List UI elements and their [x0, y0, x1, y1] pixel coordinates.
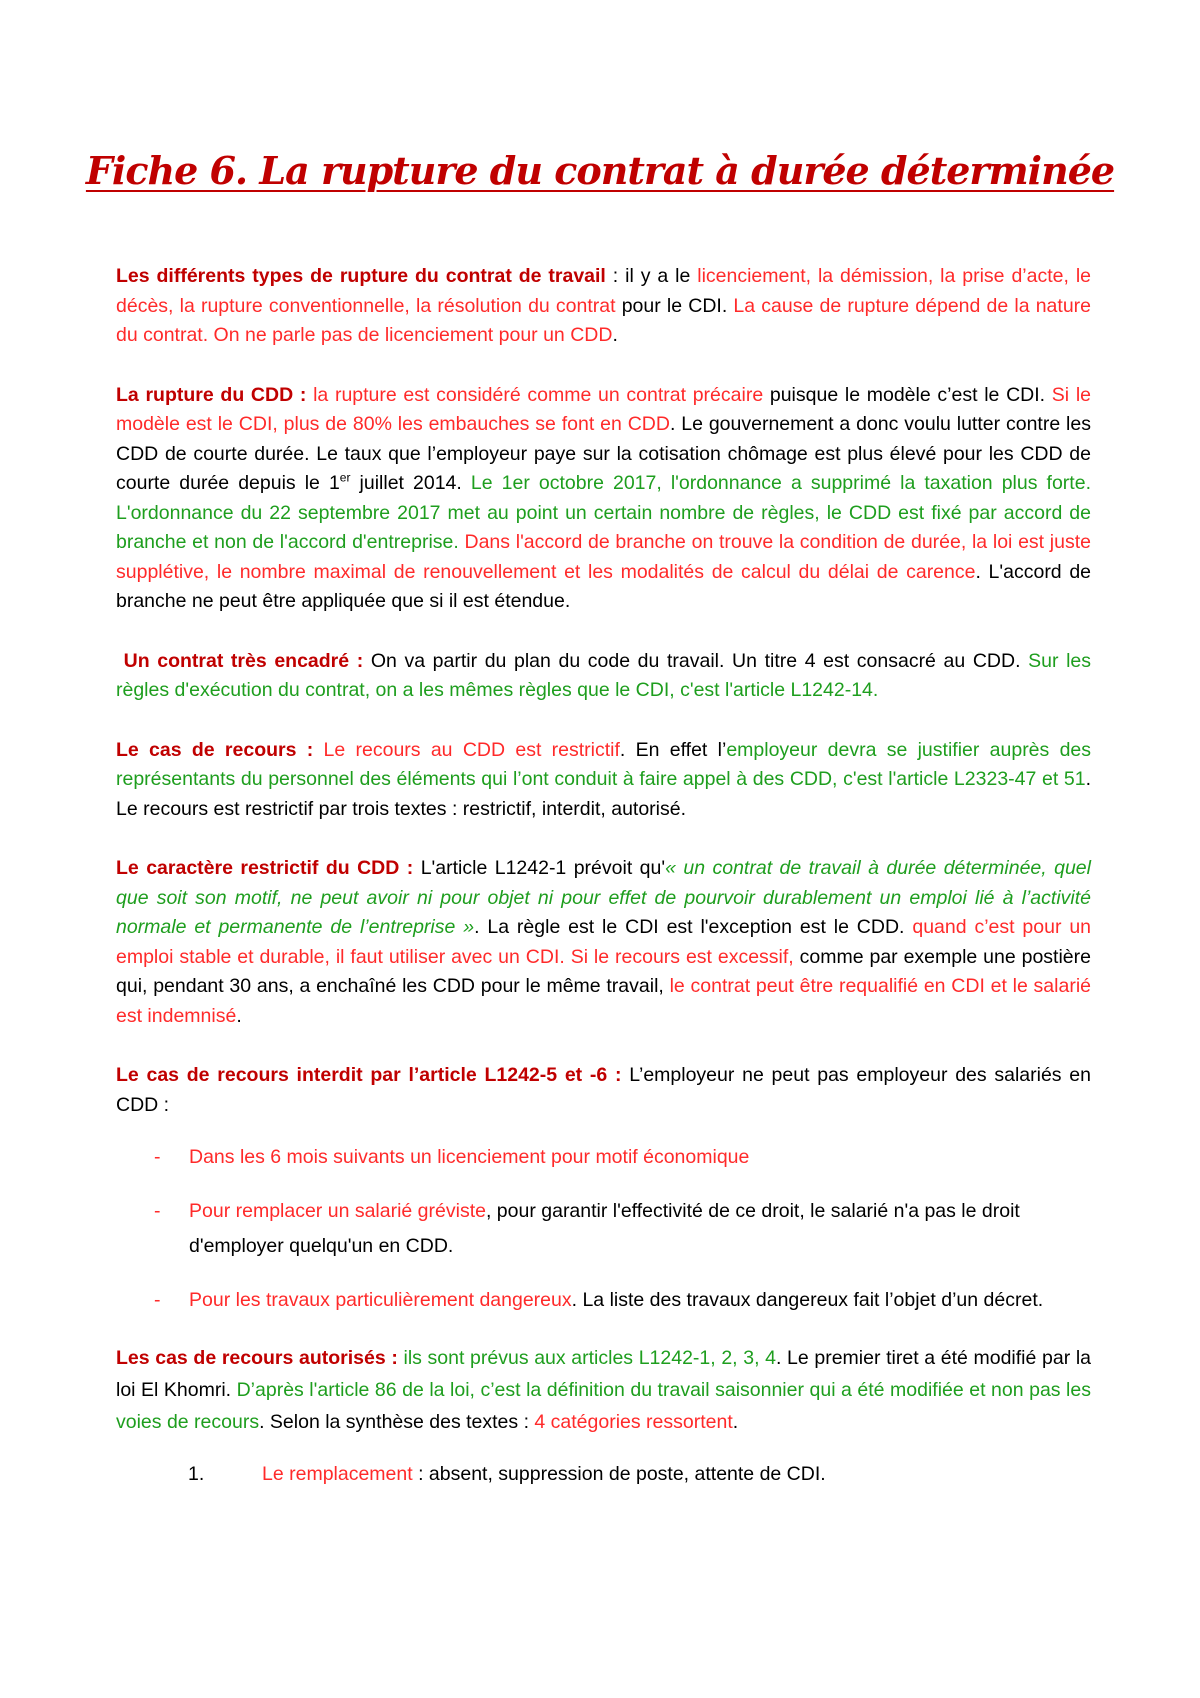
- highlight-red: le contrat peut être requalifié en CDI et le salarié est indemnisé: [116, 975, 1092, 1027]
- list-recours-interdits: [116, 1140, 1091, 1318]
- list-categories: [116, 1458, 1091, 1490]
- paragraph-recours-autorises: [116, 1342, 1091, 1438]
- text: . Selon la synthèse des textes :: [259, 1411, 535, 1433]
- text: puisque le modèle c’est le CDI.: [763, 383, 1052, 406]
- text: . La liste des travaux dangereux fait l’objet d’un décret.: [571, 1289, 1044, 1311]
- highlight-red: Pour les travaux particulièrement dangereux: [189, 1289, 572, 1311]
- paragraph-rupture-cdd: [116, 381, 1091, 617]
- bullet-dash: -: [154, 1200, 161, 1222]
- heading-types-rupture: Les différents types de rupture du contrat de travail: [116, 265, 606, 287]
- document-body: [116, 262, 1091, 1490]
- heading-caractere-restrictif: Le caractère restrictif du CDD :: [116, 857, 414, 879]
- highlight-red: Pour remplacer un salarié gréviste: [189, 1200, 486, 1222]
- highlight-red: Si le modèle est le CDI, plus de 80% les embauches se font en CDD: [116, 383, 1091, 435]
- highlight-green: Le 1er octobre 2017, l'ordonnance a supprimé la taxation plus forte. L'ordonnance du 22 septembre 2017 met au point un certain nombre de règles, le CDD est fixé par accord de branche et non de l'accord d'entreprise.: [116, 472, 1091, 553]
- paragraph-contrat-encadre: [116, 647, 1091, 706]
- highlight-red: La cause de rupture dépend de la nature du contrat. On ne parle pas de licenciement pour un CDD: [116, 294, 1091, 346]
- text: . L'accord de branche ne peut être appliquée que si il est étendue.: [116, 560, 1092, 612]
- paragraph-cas-recours: [116, 736, 1091, 825]
- highlight-red: 4 catégories ressortent: [534, 1411, 733, 1433]
- bullet-dash: -: [154, 1146, 161, 1168]
- highlight-green: ils sont prévus aux articles L1242-1, 2, 3, 4: [397, 1347, 776, 1369]
- text: . En effet l’: [619, 738, 727, 761]
- paragraph-caractere-restrictif: [116, 854, 1091, 1031]
- highlight-green: D’après l'article 86 de la loi, c’est la définition du travail saisonnier qui a été modifiée et non pas les voies de recours: [116, 1379, 1091, 1433]
- heading-cas-recours: Le cas de recours :: [116, 738, 314, 761]
- text: , pour garantir l'effectivité de ce droit, le salarié n'a pas le droit d'employer quelqu'un en CDD.: [189, 1200, 1020, 1257]
- text: L’employeur ne peut pas employeur des salariés en CDD :: [116, 1064, 1091, 1116]
- text: pour le CDI.: [615, 294, 734, 317]
- text: .: [612, 324, 618, 346]
- highlight-red: Le recours au CDD est restrictif: [313, 738, 620, 761]
- highlight-red: Dans l'accord de branche on trouve la condition de durée, la loi est juste supplétive, le nombre maximal de renouvellement et les modalités de calcul du délai de carence: [116, 531, 1091, 583]
- paragraph-types-rupture: [116, 262, 1091, 351]
- highlight-green: employeur devra se justifier auprès des représentants du personnel des éléments qui l’ont conduit à faire appel à des CDD, c'est l'article L2323-47 et 51: [116, 738, 1092, 790]
- highlight-red: licenciement, la démission, la prise d’acte, le décès, la rupture conventionnelle, la résolution du contrat: [116, 265, 1091, 317]
- text: juillet 2014.: [350, 472, 471, 494]
- list-item: [116, 1283, 1091, 1318]
- heading-contrat-encadre: Un contrat très encadré :: [123, 649, 364, 672]
- text: . Le premier tiret a été modifié par la loi El Khomri.: [116, 1347, 1092, 1401]
- list-item: [116, 1458, 1091, 1490]
- text: comme par exemple une postière qui, pendant 30 ans, a enchaîné les CDD pour le même travail,: [116, 945, 1091, 997]
- text: On va partir du plan du code du travail. Un titre 4 est consacré au CDD.: [363, 649, 1021, 672]
- text: : absent, suppression de poste, attente de CDI.: [412, 1463, 826, 1485]
- highlight-red: la rupture est considéré comme un contrat précaire: [306, 383, 764, 406]
- highlight-red: Dans les 6 mois suivants un licenciement pour motif économique: [189, 1146, 750, 1168]
- list-number: 1.: [188, 1463, 205, 1485]
- heading-recours-autorises: Les cas de recours autorisés :: [116, 1347, 398, 1369]
- quote-article: « un contrat de travail à durée déterminée, quel que soit son motif, ne peut avoir ni pour objet ni pour effet de pourvoir durablement un emploi lié à l’activité normale et permanente de l’entreprise »: [116, 857, 1091, 938]
- superscript: er: [339, 470, 351, 485]
- highlight-red: Le remplacement: [262, 1463, 413, 1485]
- list-item: [116, 1140, 1091, 1175]
- text: . Le gouvernement a donc voulu lutter contre les CDD de courte durée. Le taux que l’employeur paye sur la cotisation chômage est plus élevé pour les CDD de courte durée depuis le 1: [116, 413, 1091, 494]
- text: : il y a le: [605, 265, 698, 287]
- text: .: [236, 1004, 242, 1027]
- list-item: [116, 1194, 1091, 1264]
- paragraph-recours-interdit: [116, 1061, 1091, 1120]
- heading-recours-interdit: Le cas de recours interdit par l’article L1242-5 et -6 :: [116, 1064, 622, 1086]
- text: . La règle est le CDI est l'exception est le CDD.: [474, 916, 913, 938]
- highlight-red: quand c’est pour un emploi stable et durable, il faut utiliser avec un CDI. Si le recours est excessif,: [116, 916, 1092, 968]
- bullet-dash: -: [154, 1289, 161, 1311]
- text: L'article L1242-1 prévoit qu': [413, 857, 666, 879]
- page-title: Fiche 6. La rupture du contrat à durée déterminée: [85, 148, 1115, 193]
- highlight-green: Sur les règles d'exécution du contrat, on a les mêmes règles que le CDI, c'est l'article L1242-14.: [116, 649, 1091, 701]
- heading-rupture-cdd: La rupture du CDD :: [116, 383, 307, 406]
- text: . Le recours est restrictif par trois textes : restrictif, interdit, autorisé.: [116, 768, 1091, 820]
- text: .: [732, 1411, 739, 1433]
